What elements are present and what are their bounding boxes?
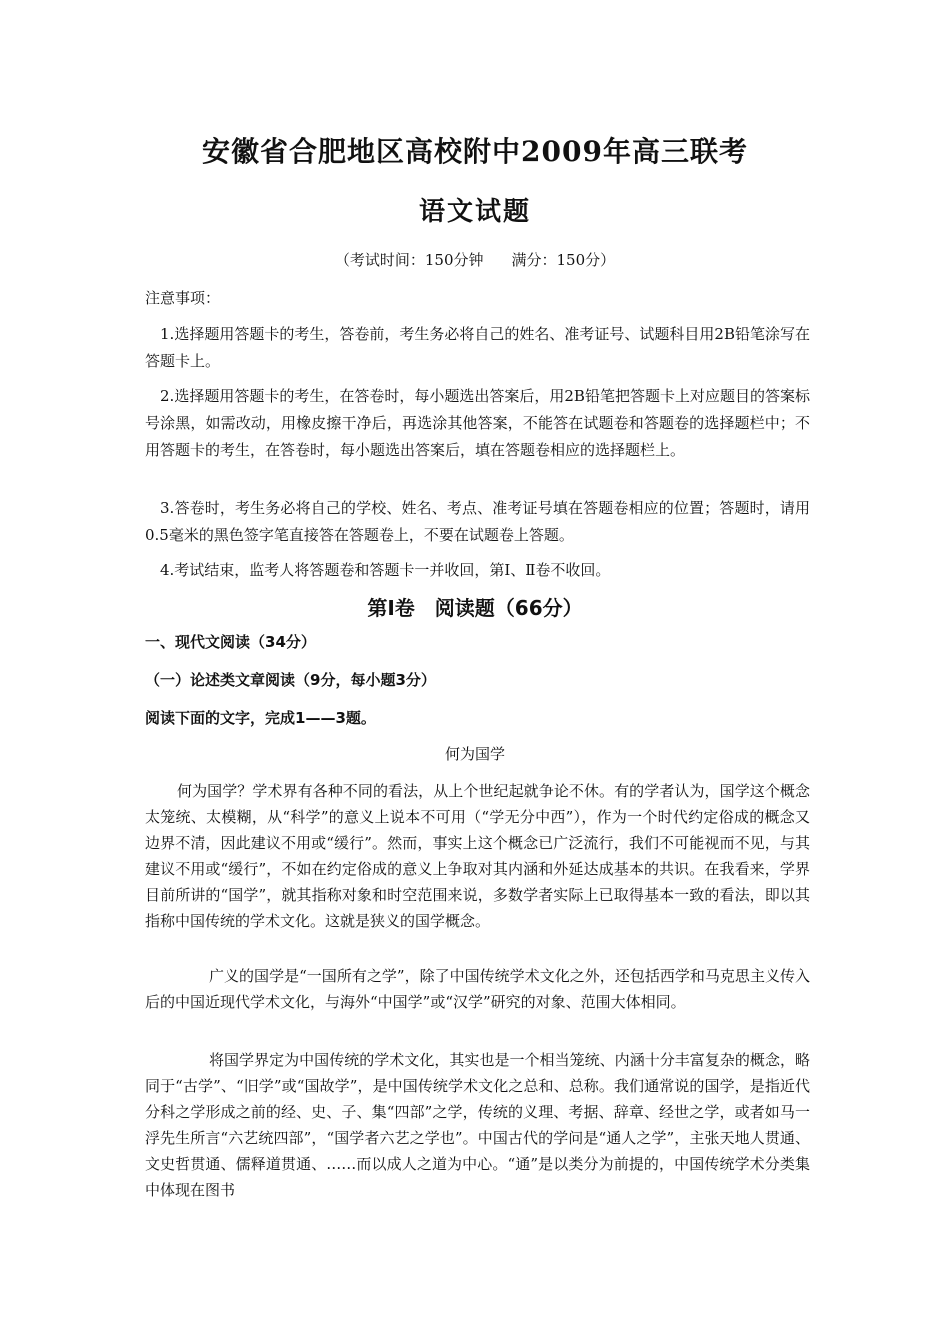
article-paragraph: 将国学界定为中国传统的学术文化，其实也是一个相当笼统、内涵十分丰富复杂的概念，略同于“古学”、“旧学”或“国故学”，是中国传统学术文化之总和、总称。我们通常说的国学，是指近代分科之学形成之前的经、史、子、集“四部”之学，传统的义理、考据、辞章、经世之学，或者如马一浮先生所言“六艺统四部”，“国学者六艺之学也”。中国古代的学问是“通人之学”，主张天地人贯通、文史哲贯通、儒释道贯通、……而以成人之道为中心。“通”是以类分为前提的，中国传统学术分类集中体现在图书 xyxy=(145,1051,810,1199)
exam-info xyxy=(0,250,950,270)
exam-time: （考试时间：150分钟 xyxy=(334,251,484,269)
article-title: 何为国学 xyxy=(444,745,505,763)
notice-heading: 注意事项： xyxy=(145,289,221,307)
reading-instruction: 阅读下面的文字，完成1——3题。 xyxy=(145,709,376,727)
notice-item: 4.考试结束，监考人将答题卷和答题卡一并收回，第Ⅰ、Ⅱ卷不收回。 xyxy=(160,561,611,579)
notice-item: 1.选择题用答题卡的考生，答卷前，考生务必将自己的姓名、准考证号、试题科目用2B铅笔涂写在答题卡上。 xyxy=(145,325,810,370)
full-score: 满分：150分） xyxy=(511,251,616,269)
notice-item: 2.选择题用答题卡的考生，在答卷时，每小题选出答案后，用2B铅笔把答题卡上对应题目的答案标号涂黑，如需改动，用橡皮擦干净后，再选涂其他答案，不能答在试题卷和答题卷的选择题栏中；不用答题卡的考生，在答卷时，每小题选出答案后，填在答题卷相应的选择题栏上。 xyxy=(145,387,810,459)
subpart-heading: （一）论述类文章阅读（9分，每小题3分） xyxy=(145,671,436,689)
part-heading: 一、现代文阅读（34分） xyxy=(145,633,316,651)
notice-item: 3.答卷时，考生务必将自己的学校、姓名、考点、准考证号填在答题卷相应的位置；答题时，请用0.5毫米的黑色签字笔直接答在答题卷上，不要在试题卷上答题。 xyxy=(145,499,810,544)
exam-subtitle: 语文试题 xyxy=(418,197,531,227)
article-paragraph: 广义的国学是“一国所有之学”，除了中国传统学术文化之外，还包括西学和马克思主义传入后的中国近现代学术文化，与海外“中国学”或“汉学”研究的对象、范围大体相同。 xyxy=(145,967,810,1011)
article-paragraph: 何为国学？学术界有各种不同的看法，从上个世纪起就争论不休。有的学者认为，国学这个概念太笼统、太模糊，从“科学”的意义上说本不可用（“学无分中西”），作为一个时代约定俗成的概念又边界不清，因此建议不用或“缓行”。然而，事实上这个概念已广泛流行，我们不可能视而不见，与其建议不用或“缓行”，不如在约定俗成的意义上争取对其内涵和外延达成基本的共识。在我看来，学界目前所讲的“国学”，就其指称对象和时空范围来说，多数学者实际上已取得基本一致的看法，即以其指称中国传统的学术文化。这就是狭义的国学概念。 xyxy=(145,782,810,930)
exam-title: 安徽省合肥地区高校附中2009年高三联考 xyxy=(202,135,748,168)
section-title: 第Ⅰ卷 阅读题（66分） xyxy=(367,596,583,620)
